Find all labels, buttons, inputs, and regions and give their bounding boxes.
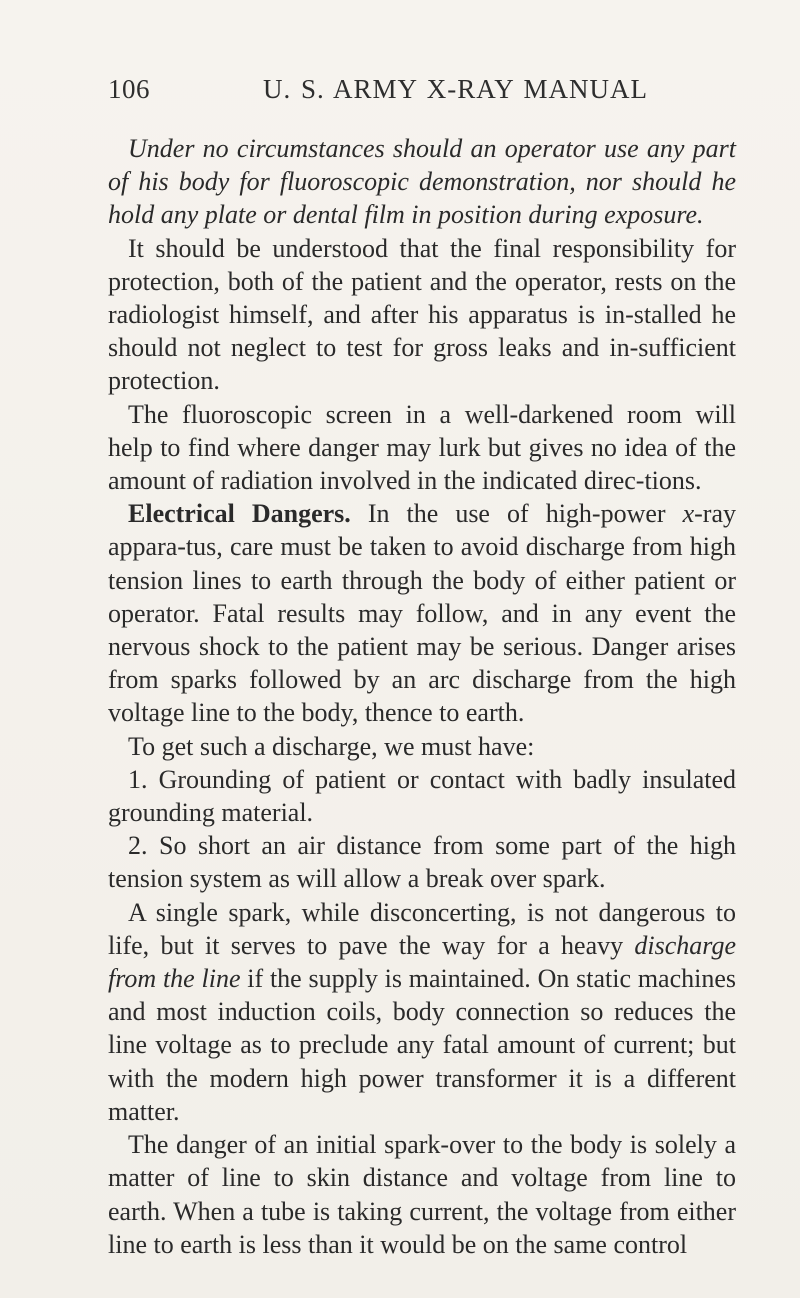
paragraph-responsibility	[108, 232, 736, 398]
paragraph-text: To get such a discharge, we must have:	[128, 731, 535, 761]
paragraph-text: Under no circumstances should an operator use any part of his body for fluoroscopic demonstration, nor should he hold any plate or dental film in position during exposure.	[108, 134, 736, 230]
paragraph-text: It should be understood that the final responsibility for protection, both of the patient and the operator, rests on the radiologist himself, and after his apparatus is in-stalled he should not neglect to test for gross leaks and in-sufficient protection.	[108, 233, 736, 396]
italic-x: x	[682, 499, 695, 529]
paragraph-list-item-1	[108, 763, 736, 829]
paragraph-text-start: In the use of high-power	[367, 499, 683, 529]
paragraph-spark-over	[108, 1128, 736, 1261]
paragraph-electrical-dangers	[108, 497, 736, 729]
paragraph-discharge-intro	[108, 730, 736, 763]
paragraph-text: The fluoroscopic screen in a well-darkened room will help to find where danger may lurk but gives no idea of the amount of radiation involved in the indicated direc-tions.	[108, 399, 736, 496]
paragraph-text-end: if the supply is maintained. On static machines and most induction coils, body connection so reduces the line voltage as to preclude any fatal amount of current; but with the modern high power transformer it is a different matter.	[108, 964, 736, 1126]
paragraph-operator-warning	[108, 132, 736, 232]
paragraph-text: The danger of an initial spark-over to the body is solely a matter of line to skin distance and voltage from line to earth. When a tube is taking current, the voltage from either line to earth is less than it would be on the same control	[108, 1130, 736, 1259]
page-header	[108, 74, 733, 114]
paragraph-list-item-2	[108, 829, 736, 895]
paragraph-fluoroscopic-screen	[108, 398, 736, 498]
paragraph-text: 2. So short an air distance from some part of the high tension system as will allow a break over spark.	[108, 831, 736, 894]
paragraph-text-start: A single spark, while disconcerting, is not dangerous to life, but it serves to pave the way for a heavy	[108, 897, 736, 960]
italic-discharge-phrase: discharge from the line	[108, 930, 736, 994]
section-heading: Electrical Dangers.	[128, 499, 351, 529]
running-head: U. S. ARMY X-RAY MANUAL	[263, 74, 649, 104]
paragraph-single-spark	[108, 896, 736, 1128]
body-text	[108, 132, 736, 1261]
paragraph-text: 1. Grounding of patient or contact with badly insulated grounding material.	[108, 764, 736, 828]
paragraph-text-end: -ray appara-tus, care must be taken to avoid discharge from high tension lines to earth through the body of either patient or operator. Fatal results may follow, and in any event the nervous shock to the patient may be serious. Danger arises from sparks followed by an arc discharge from the high voltage line to the body, thence to earth.	[108, 499, 736, 728]
page-number: 106	[108, 74, 150, 104]
